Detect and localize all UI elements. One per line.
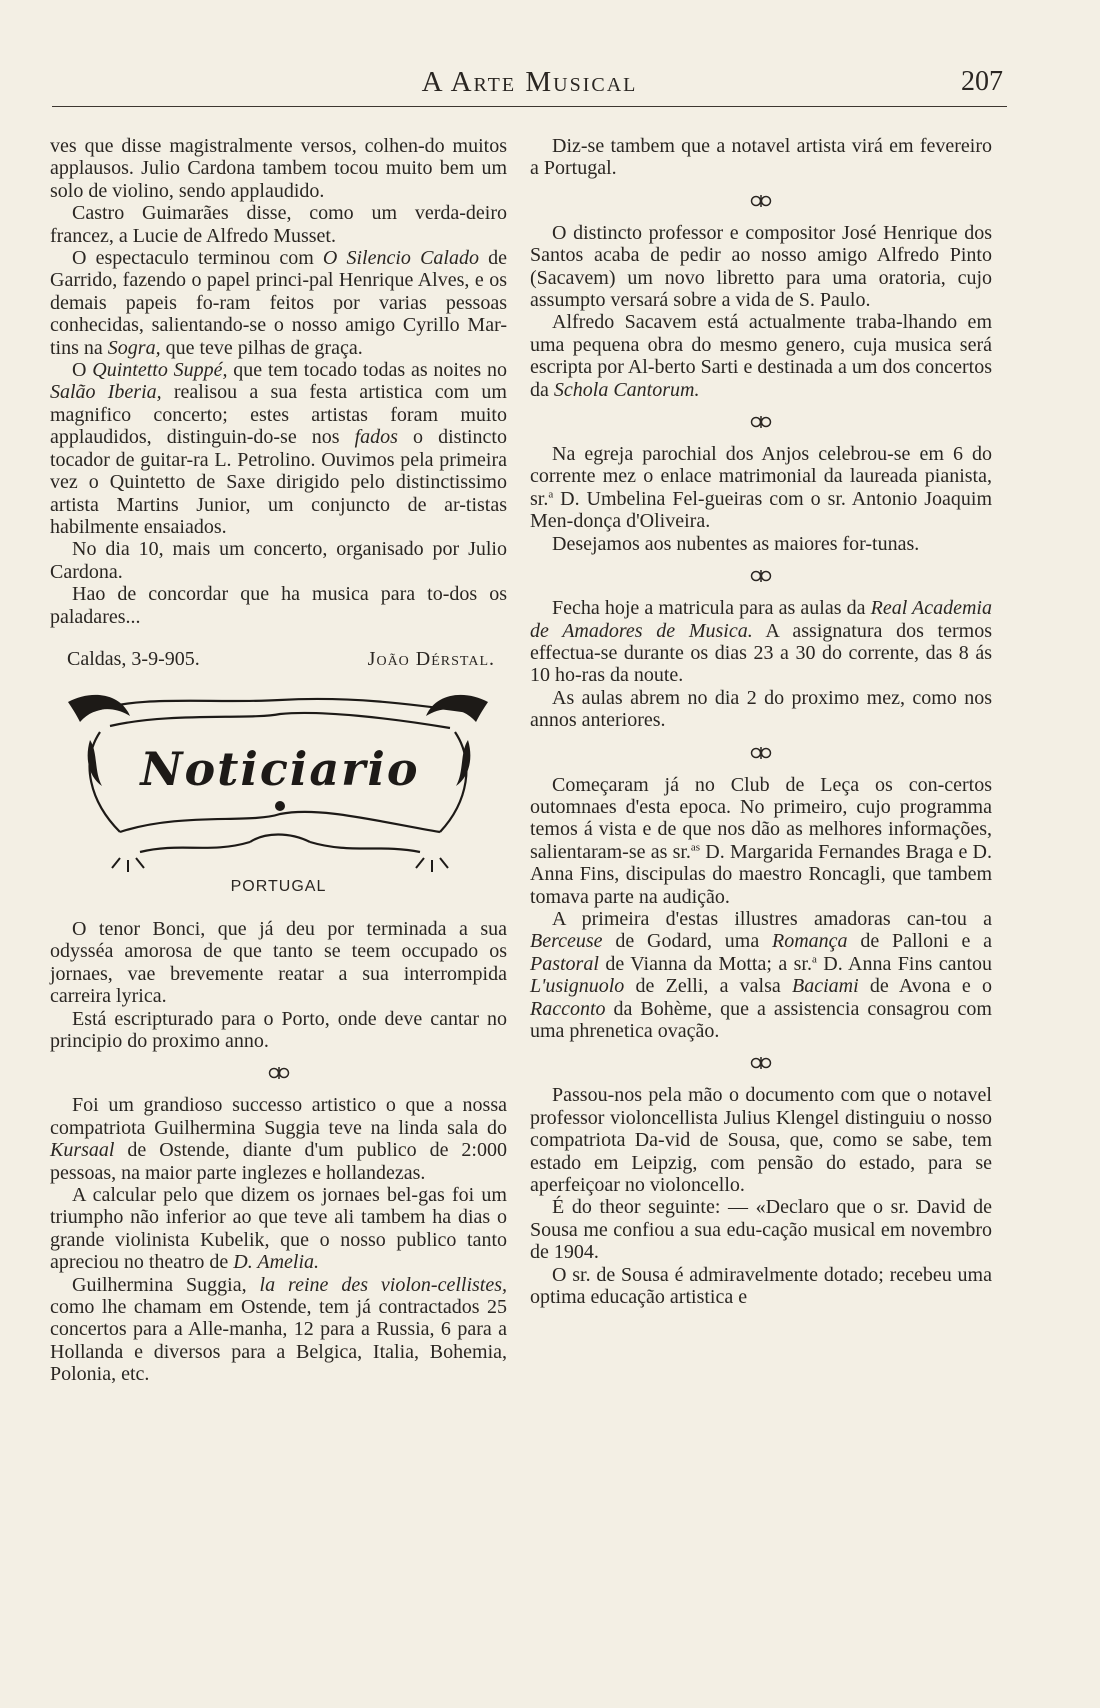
paragraph: Passou-nos pela mão o documento com que o notavel professor violoncellista Julius Klengel distinguiu o nosso compatriota Da-vid de Sousa, que, como se sabe, tem estado em Leipzig, com pensão do estado, para se aperfeiçoar no violoncello. xyxy=(530,1084,992,1197)
section-heading: PORTUGAL xyxy=(230,877,327,895)
fleuron-icon xyxy=(50,1065,507,1081)
fleuron-icon xyxy=(530,745,992,761)
fleuron-icon xyxy=(530,193,992,209)
paragraph: Começaram já no Club de Leça os con-certos outomnaes d'esta epoca. No primeiro, cujo programma temos á vista e de que nos dão as melhores informações, salientaram-se as sr.$^{as}$ D. Margarida Fernandes Braga e D. Anna Fins, discipulas do maestro Roncagli, que tambem tomava parte na audição. xyxy=(530,773,992,908)
paragraph: ves que disse magistralmente versos, colhen-do muitos applausos. Julio Cardona tambem tocou muito bem um solo de violino, sendo applaudido. xyxy=(50,135,507,202)
paragraph: Castro Guimarães disse, como um verda-deiro francez, a Lucie de Alfredo Musset. xyxy=(50,202,507,247)
paragraph: O sr. de Sousa é admiravelmente dotado; recebeu uma optima educação artistica e xyxy=(530,1263,992,1309)
signature-line xyxy=(50,648,507,670)
paragraph: O Quintetto Suppé, que tem tocado todas as noites no Salão Iberia, realisou a sua festa artistica com um magnifico concerto; estes artistas foram muito applaudidos, distinguin-do-se nos fados o distincto tocador de guitar-ra L. Petrolino. Ouvimos pela primeira vez o Quintetto de Saxe dirigido pelo distinctissimo artista Martins Junior, um conjuncto de ar-tistas habilmente ensaiados. xyxy=(50,359,507,538)
paragraph: O tenor Bonci, que já deu por terminada a sua odysséa amorosa de que tanto se teem occupado os jornaes, vae brevemente reatar a sua interrompida carreira lyrica. xyxy=(50,917,507,1008)
paragraph: Na egreja parochial dos Anjos celebrou-se em 6 do corrente mez o enlace matrimonial da laureada pianista, sr.$^a$ D. Umbelina Fel-gueiras com o sr. Antonio Joaquim Men-donça d'Oliveira. xyxy=(530,443,992,533)
header-rule xyxy=(52,106,1007,107)
fleuron-icon xyxy=(530,1055,992,1071)
paragraph: As aulas abrem no dia 2 do proximo mez, como nos annos anteriores. xyxy=(530,686,992,732)
page-number: 207 xyxy=(961,66,1003,97)
paragraph: O espectaculo terminou com O Silencio Calado de Garrido, fazendo o papel princi-pal Henrique Alves, e os demais papeis fo-ram feitos por varias pessoas conhecidas, salientando-se o nosso amigo Cyrillo Mar-tins na Sogra, que teve pilhas de graça. xyxy=(50,247,507,359)
paragraph: É do theor seguinte: — «Declaro que o sr. David de Sousa me confiou a sua edu-cação musical em novembro de 1904. xyxy=(530,1196,992,1264)
noticiario-banner xyxy=(50,682,507,882)
paragraph: No dia 10, mais um concerto, organisado por Julio Cardona. xyxy=(50,538,507,583)
paragraph: Fecha hoje a matricula para as aulas da Real Academia de Amadores de Musica. A assignatura dos termos effectua-se durante os dias 23 a 30 do corrente, das 8 ás 10 ho-ras da noute. xyxy=(530,597,992,687)
paragraph: Hao de concordar que ha musica para to-dos os paladares... xyxy=(50,583,507,628)
fleuron-icon xyxy=(530,414,992,430)
fleuron-icon xyxy=(530,568,992,584)
paragraph: Foi um grandioso successo artistico o que a nossa compatriota Guilhermina Suggia teve na linda sala do Kursaal de Ostende, diante d'um publico de 2:000 pessoas, na maior parte inglezes e hollandezas. xyxy=(50,1094,507,1184)
left-column xyxy=(50,135,507,1386)
paragraph: Desejamos aos nubentes as maiores for-tunas. xyxy=(552,532,920,555)
journal-title: A Arte Musical xyxy=(421,66,638,98)
banner-title: Noticiario xyxy=(140,741,420,796)
paragraph: Está escripturado para o Porto, onde deve cantar no principio do proximo anno. xyxy=(50,1007,507,1052)
paragraph: A calcular pelo que dizem os jornaes bel-gas foi um triumpho não inferior ao que teve ali tambem ha dias o grande violinista Kubelik, que o nosso publico tanto apreciou no theatro de D. Amelia. xyxy=(50,1184,507,1274)
signature-author: João Dérstal. xyxy=(367,647,495,670)
right-column xyxy=(530,135,992,1308)
paragraph: Alfredo Sacavem está actualmente traba-lhando em uma pequena obra do mesmo genero, cuja musica será escripta por Al-berto Sarti e destinada a um dos concertos da Schola Cantorum. xyxy=(530,311,992,401)
paragraph: O distincto professor e compositor José Henrique dos Santos acaba de pedir ao nosso amigo Alfredo Pinto (Sacavem) um novo libretto para uma oratoria, cujo assumpto versará sobre a vida de S. Paulo. xyxy=(530,221,992,312)
paragraph: A primeira d'estas illustres amadoras can-tou a Berceuse de Godard, uma Romança de Palloni e a Pastoral de Vianna da Motta; a sr.$^a$ D. Anna Fins cantou L'usignuolo de Zelli, a valsa Baciami de Avona e o Racconto da Bohème, que a assistencia consagrou com uma phrenetica ovação. xyxy=(530,907,992,1042)
paragraph: Diz-se tambem que a notavel artista virá em fevereiro a Portugal. xyxy=(530,135,992,180)
running-header xyxy=(52,60,1007,108)
paragraph: Guilhermina Suggia, la reine des violon-cellistes, como lhe chamam em Ostende, tem já contractados 25 concertos para a Alle-manha, 12 para a Russia, 6 para a Hollanda e diversos para a Belgica, Italia, Bohemia, Polonia, etc. xyxy=(50,1273,507,1386)
signature-place-date: Caldas, 3-9-905. xyxy=(67,647,200,670)
